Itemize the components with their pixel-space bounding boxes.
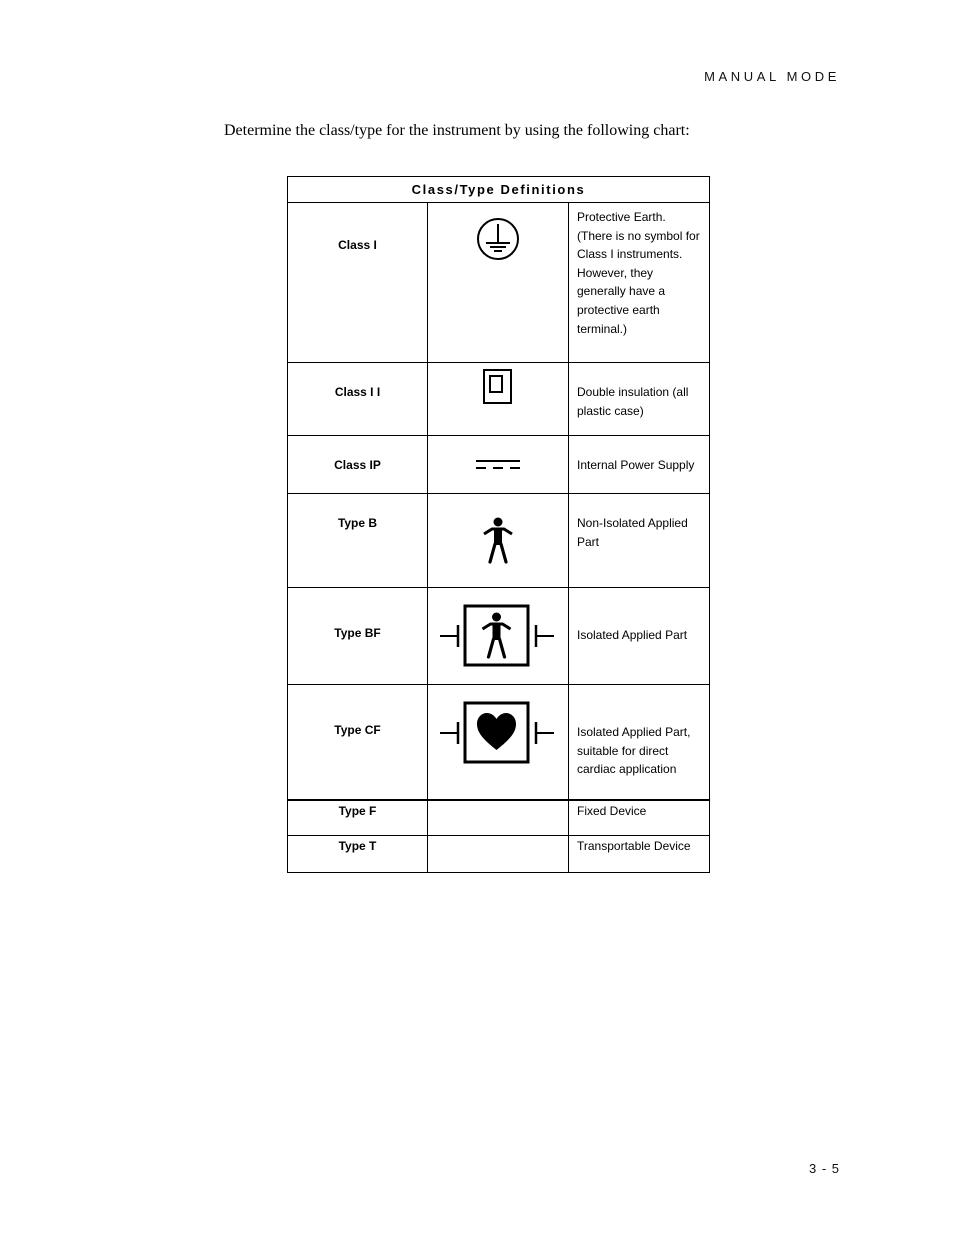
symbol-cell bbox=[428, 588, 569, 685]
protective-earth-icon bbox=[475, 216, 521, 262]
description: Isolated Applied Part, suitable for direct cardiac application bbox=[569, 685, 710, 800]
heart-in-box-icon bbox=[438, 700, 558, 766]
symbol-cell bbox=[428, 363, 569, 436]
description: Internal Power Supply bbox=[569, 436, 710, 494]
symbol-cell bbox=[428, 800, 569, 836]
class-label: Type F bbox=[288, 800, 428, 836]
table-row bbox=[288, 436, 710, 494]
intro-text: Determine the class/type for the instrument by using the following chart: bbox=[224, 122, 690, 139]
symbol-cell bbox=[428, 494, 569, 588]
class-type-table bbox=[287, 176, 710, 873]
class-label: Type T bbox=[288, 836, 428, 873]
running-header: MANUAL MODE bbox=[704, 69, 840, 84]
table-row bbox=[288, 836, 710, 873]
class-label: Type CF bbox=[288, 685, 428, 800]
internal-power-supply-icon bbox=[474, 458, 522, 472]
class-label: Class I I bbox=[288, 363, 428, 436]
description: Fixed Device bbox=[569, 800, 710, 836]
description: Non-Isolated Applied Part bbox=[569, 494, 710, 588]
page-number: 3 - 5 bbox=[808, 1161, 840, 1176]
table-row bbox=[288, 494, 710, 588]
class-label: Class IP bbox=[288, 436, 428, 494]
table-row bbox=[288, 363, 710, 436]
description: Protective Earth. (There is no symbol for Class I instruments. However, they generally have a protective earth terminal.) bbox=[569, 203, 710, 363]
class-label: Type B bbox=[288, 494, 428, 588]
double-insulation-icon bbox=[482, 368, 514, 406]
description: Isolated Applied Part bbox=[569, 588, 710, 685]
description: Double insulation (all plastic case) bbox=[569, 363, 710, 436]
symbol-cell bbox=[428, 436, 569, 494]
person-in-box-icon bbox=[438, 603, 558, 669]
class-label: Class I bbox=[288, 203, 428, 363]
table-row bbox=[288, 203, 710, 363]
table-row bbox=[288, 685, 710, 800]
table-row bbox=[288, 588, 710, 685]
symbol-cell bbox=[428, 203, 569, 363]
person-icon bbox=[481, 517, 515, 565]
table-title: Class/Type Definitions bbox=[288, 177, 710, 203]
description: Transportable Device bbox=[569, 836, 710, 873]
table-row bbox=[288, 800, 710, 836]
class-label: Type BF bbox=[288, 588, 428, 685]
symbol-cell bbox=[428, 685, 569, 800]
symbol-cell bbox=[428, 836, 569, 873]
